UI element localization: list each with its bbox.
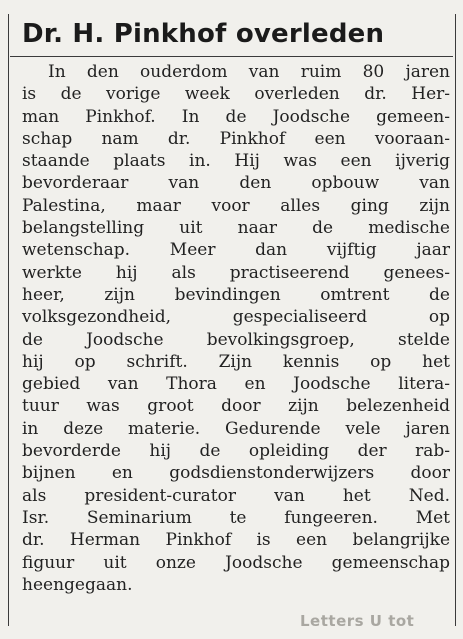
article-line: bevorderaar van den opbouw van — [22, 173, 450, 194]
article-line: de Joodsche bevolkingsgroep, stelde — [22, 329, 450, 350]
bleed-through-bottom: Letters U tot — [300, 612, 415, 630]
article-line: heer, zijn bevindingen omtrent de — [22, 284, 450, 305]
article-line: Palestina, maar voor alles ging zijn — [22, 195, 450, 216]
article-line: staande plaats in. Hij was een ijverig — [22, 151, 450, 172]
article-line: In den ouderdom van ruim 80 jaren — [48, 62, 450, 82]
article-line: als president-curator van het Ned. — [22, 485, 450, 506]
headline: Dr. H. Pinkhof overleden — [22, 19, 385, 49]
article-line: bevorderde hij de opleiding der rab- — [22, 441, 450, 462]
article-line: figuur uit onze Joodsche gemeenschap — [22, 552, 450, 573]
article-line: schap nam dr. Pinkhof een vooraan- — [22, 128, 450, 149]
article-body — [22, 61, 450, 596]
article-line: werkte hij als practiseerend genees- — [22, 262, 450, 283]
article-line: wetenschap. Meer dan vijftig jaar — [22, 240, 450, 261]
bleed-through-top — [295, 0, 445, 8]
article-line: heengegaan. — [22, 574, 133, 595]
article-line: man Pinkhof. In de Joodsche gemeen- — [22, 106, 450, 127]
article-line: hij op schrift. Zijn kennis op het — [22, 351, 450, 372]
article-line: gebied van Thora en Joodsche litera- — [22, 374, 450, 395]
article-line: belangstelling uit naar de medische — [22, 218, 450, 239]
article-line: Isr. Seminarium te fungeeren. Met — [22, 507, 450, 528]
article-line: dr. Herman Pinkhof is een belangrijke — [22, 530, 450, 551]
article-line: bijnen en godsdienstonderwijzers door — [22, 463, 450, 484]
headline-rule — [10, 56, 453, 57]
article-line: is de vorige week overleden dr. Her- — [22, 84, 450, 105]
article-line: volksgezondheid, gespecialiseerd op — [22, 307, 450, 328]
article-line: tuur was groot door zijn belezenheid — [22, 396, 450, 417]
article-line: in deze materie. Gedurende vele jaren — [22, 418, 450, 439]
